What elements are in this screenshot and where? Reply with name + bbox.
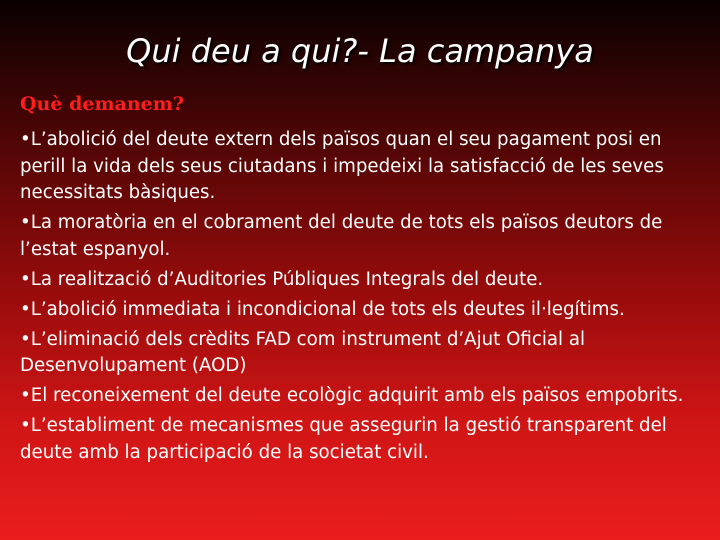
bullet-marker: • <box>20 328 31 350</box>
demand-text: La moratòria en el cobrament del deute de tots els països deutors de l’estat espanyol. <box>20 212 663 260</box>
demand-text: L’establiment de mecanismes que assegurin la gestió transparent del deute amb la participació de la societat civil. <box>20 415 667 463</box>
demand-item <box>20 327 710 380</box>
bullet-marker: • <box>20 298 31 320</box>
demand-text: La realització d’Auditories Públiques Integrals del deute. <box>30 268 544 290</box>
slide-title: Qui deu a qui?- La campanya <box>126 32 594 70</box>
demand-item <box>20 383 710 410</box>
bullet-marker: • <box>20 385 31 406</box>
demand-text: El reconeixement del deute ecològic adquirit amb els països empobrits. <box>30 385 684 406</box>
demand-item <box>20 127 710 207</box>
demand-text: L’abolició immediata i incondicional de tots els deutes il·legítims. <box>30 298 625 320</box>
bullet-marker: • <box>20 212 31 233</box>
demand-item <box>20 413 710 466</box>
slide-subtitle: Què demanem? <box>20 93 184 115</box>
demand-text: L’eliminació dels crèdits FAD com instrument d’Ajut Oficial al Desenvolupament (AOD) <box>20 328 586 376</box>
demand-item <box>20 297 710 324</box>
demands-list <box>20 127 710 470</box>
bullet-marker: • <box>20 129 31 150</box>
bullet-marker: • <box>20 415 31 436</box>
demand-item <box>20 267 710 294</box>
demand-text: L’abolició del deute extern dels països quan el seu pagament posi en perill la vida dels seus ciutadans i impedeixi la satisfacció de les seves necessitats bàsiques. <box>20 129 664 203</box>
bullet-marker: • <box>20 268 31 290</box>
demand-item <box>20 210 710 263</box>
